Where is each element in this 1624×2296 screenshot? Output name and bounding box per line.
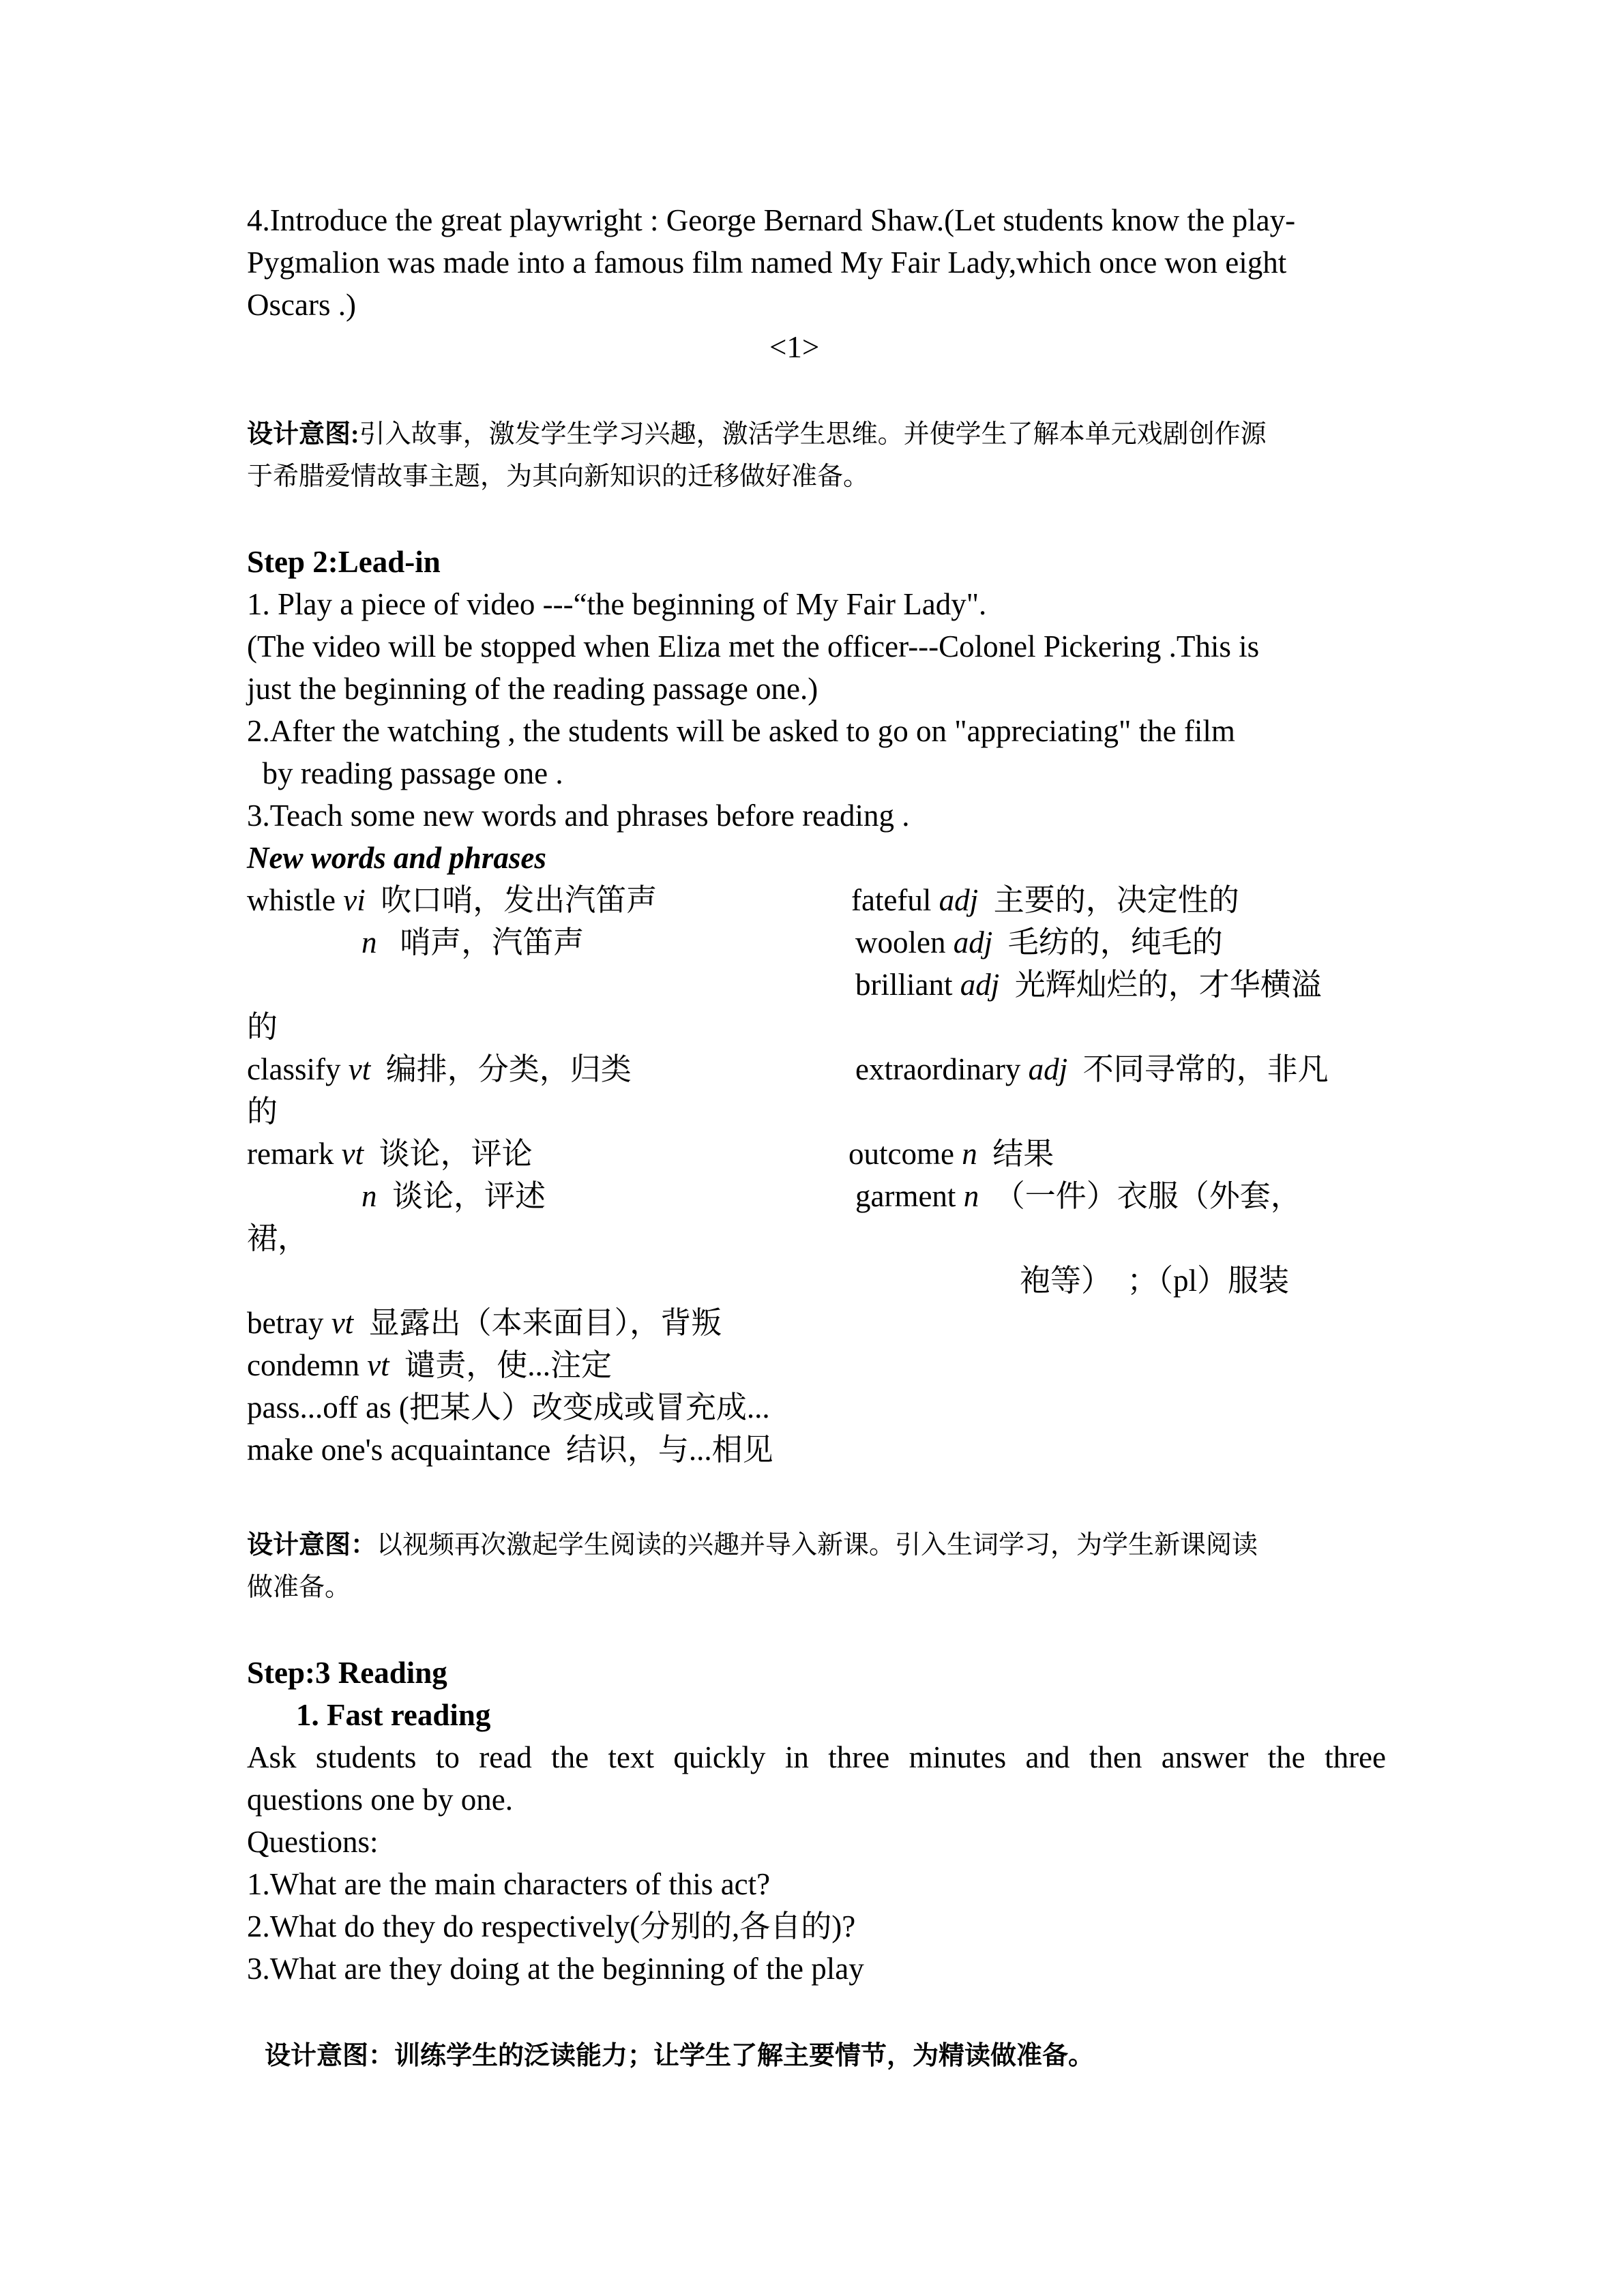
- vocab-garment: garment n （一件）衣服（外套，: [855, 1179, 1301, 1213]
- question-3: 3.What are they doing at the beginning of the play: [247, 1952, 864, 1986]
- vocab-garment-cont-2: 袍等） ；（pl）服装: [1020, 1264, 1290, 1298]
- question-1: 1.What are the main characters of this act?: [247, 1867, 771, 1901]
- intro-line-1: 4.Introduce the great playwright : George Bernard Shaw.(Let students know the play-: [247, 203, 1296, 237]
- design-note-2-line-1: [247, 1525, 1258, 1565]
- intro-line-3: Oscars .): [247, 288, 356, 322]
- step3-line-2: questions one by one.: [247, 1783, 513, 1817]
- step2-line-1: 1. Play a piece of video ---“the beginning of My Fair Lady".: [247, 587, 987, 621]
- design-note-2-line-2: 做准备。: [247, 1573, 351, 1602]
- vocab-extraordinary-cont: 的: [247, 1094, 278, 1129]
- step2-line-5: by reading passage one .: [247, 756, 563, 790]
- design-note-text: 引入故事，激发学生学习兴趣，激活学生思维。并使学生了解本单元戏剧创作源: [359, 420, 1267, 449]
- design-note-text: 以视频再次激起学生阅读的兴趣并导入新课。引入生词学习，为学生新课阅读: [377, 1531, 1258, 1560]
- design-note-3: 设计意图：训练学生的泛读能力；让学生了解主要情节，为精读做准备。: [265, 2042, 1095, 2070]
- vocab-woolen: woolen adj 毛纺的，纯毛的: [855, 925, 1223, 959]
- step2-line-6: 3.Teach some new words and phrases before reading .: [247, 799, 910, 833]
- vocab-outcome: outcome n 结果: [848, 1137, 1054, 1171]
- step3-line-1: Ask students to read the text quickly in three minutes and then answer the three: [247, 1740, 1386, 1774]
- design-note-label: 设计意图:: [247, 420, 359, 449]
- vocab-pass-off: pass...off as (把某人）改变成或冒充成...: [247, 1390, 770, 1425]
- vocab-make-acquaintance: make one's acquaintance 结识，与...相见: [247, 1433, 773, 1467]
- vocab-whistle: whistle vi 吹口哨，发出汽笛声: [247, 883, 658, 917]
- design-note-label: 设计意图：: [247, 1531, 377, 1560]
- step2-heading: Step 2:Lead-in: [247, 545, 441, 579]
- step2-line-3: just the beginning of the reading passage one.): [247, 672, 818, 706]
- intro-line-2: Pygmalion was made into a famous film named My Fair Lady,which once won eight: [247, 245, 1287, 280]
- question-2: 2.What do they do respectively(分别的,各自的)?: [247, 1909, 856, 1943]
- design-note-1-line-2: 于希腊爱情故事主题，为其向新知识的迁移做好准备。: [247, 462, 870, 491]
- fast-reading-heading: 1. Fast reading: [296, 1698, 491, 1732]
- vocab-condemn: condemn vt 谴责，使...注定: [247, 1348, 612, 1382]
- vocab-betray: betray vt 显露出（本来面目），背叛: [247, 1306, 722, 1340]
- vocab-heading: New words and phrases: [247, 841, 546, 875]
- design-note-1-line-1: [247, 415, 1267, 454]
- vocab-remark-noun: n 谈论，评述: [361, 1179, 546, 1213]
- vocab-garment-cont-1: 裙，: [247, 1221, 309, 1255]
- step3-heading: Step:3 Reading: [247, 1656, 447, 1690]
- vocab-brilliant-cont: 的: [247, 1010, 278, 1044]
- vocab-whistle-noun: n 哨声，汽笛声: [361, 925, 585, 959]
- vocab-fateful: fateful adj 主要的，决定性的: [851, 883, 1239, 917]
- vocab-classify: classify vt 编排，分类，归类: [247, 1052, 632, 1086]
- vocab-remark: remark vt 谈论，评论: [247, 1137, 533, 1171]
- page-marker: <1>: [769, 330, 820, 364]
- questions-label: Questions:: [247, 1825, 379, 1859]
- step2-line-2: (The video will be stopped when Eliza met the officer---Colonel Pickering .This is: [247, 629, 1260, 664]
- vocab-brilliant: brilliant adj 光辉灿烂的，才华横溢: [855, 968, 1322, 1002]
- vocab-extraordinary: extraordinary adj 不同寻常的，非凡: [855, 1052, 1329, 1086]
- step2-line-4: 2.After the watching , the students will be asked to go on "appreciating" the film: [247, 714, 1235, 748]
